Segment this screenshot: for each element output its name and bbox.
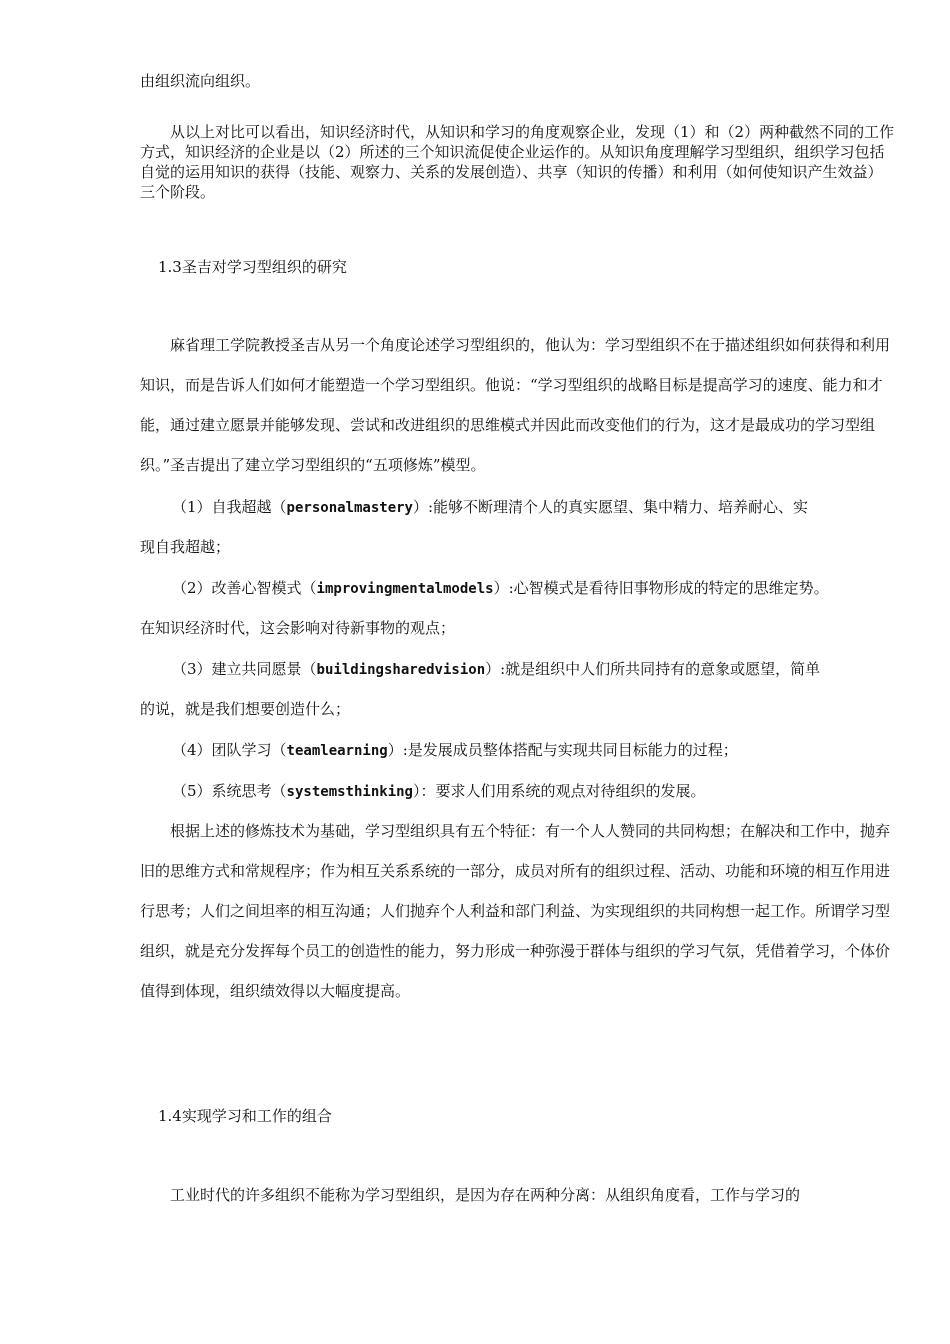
list-item-2-continuation: 在知识经济时代，这会影响对待新事物的观点； — [140, 619, 456, 637]
list-item-term: improvingmentalmodels — [316, 581, 494, 597]
list-item-prefix: （4）团队学习（ — [172, 741, 287, 759]
paragraph-comparison: 从以上对比可以看出，知识经济时代，从知识和学习的角度观察企业，发现（1）和（2）两种截然不同的工作方式，知识经济的企业是以（2）所述的三个知识流促使企业运作的。从知识角度理解学习型组织，组织学习包括自觉的运用知识的获得（技能、观察力、关系的发展创造）、共享（知识的传播）和利用（如何使知识产生效益）三个阶段。 — [140, 123, 895, 201]
list-item-prefix: （1）自我超越（ — [172, 498, 287, 516]
list-item-prefix: （2）改善心智模式（ — [172, 579, 317, 597]
list-item-4 — [172, 730, 738, 771]
list-item-term: teamlearning — [286, 743, 388, 759]
list-item-5 — [172, 771, 706, 812]
list-item-term: systemsthinking — [286, 784, 413, 800]
list-item-prefix: （3）建立共同愿景（ — [172, 660, 317, 678]
list-item-suffix: ）:能够不断理清个人的真实愿望、集中精力、培养耐心、实 — [412, 498, 809, 516]
list-item-suffix: ）:心智模式是看待旧事物形成的特定的思维定势。 — [493, 579, 829, 597]
list-item-suffix: ）:就是组织中人们所共同持有的意象或愿望，简单 — [485, 660, 821, 678]
section-heading-1-4: 1.4实现学习和工作的组合 — [158, 1107, 332, 1125]
list-item-3-continuation: 的说，就是我们想要创造什么； — [140, 700, 351, 718]
paragraph-top: 由组织流向组织。 — [140, 72, 261, 90]
paragraph-features: 根据上述的修炼技术为基础，学习型组织具有五个特征：有一个人人赞同的共同构想；在解决和工作中，抛弃旧的思维方式和常规程序；作为相互关系系统的一部分，成员对所有的组织过程、活动、功能和环境的相互作用进行思考；人们之间坦率的相互沟通；人们抛弃个人利益和部门利益、为实现组织的共同构想一起工作。所谓学习型组织，就是充分发挥每个员工的创造性的能力，努力形成一种弥漫于群体与组织的学习气氛，凭借着学习，个体价值得到体现，组织绩效得以大幅度提高。 — [140, 822, 891, 1000]
paragraph-industrial: 工业时代的许多组织不能称为学习型组织，是因为存在两种分离：从组织角度看，工作与学习的 — [170, 1186, 801, 1204]
list-item-suffix: ）:是发展成员整体搭配与实现共同目标能力的过程； — [387, 741, 738, 759]
list-item-term: buildingsharedvision — [316, 662, 486, 678]
list-item-term: personalmastery — [286, 500, 413, 516]
list-item-1 — [172, 487, 808, 528]
section-heading-1-3: 1.3圣吉对学习型组织的研究 — [158, 258, 347, 276]
list-item-3 — [172, 649, 820, 690]
list-item-prefix: （5）系统思考（ — [172, 782, 287, 800]
list-item-2 — [172, 568, 829, 609]
paragraph-senge: 麻省理工学院教授圣吉从另一个角度论述学习型组织的，他认为：学习型组织不在于描述组织如何获得和利用知识，而是告诉人们如何才能塑造一个学习型组织。他说：“学习型组织的战略目标是提高学习的速度、能力和才能，通过建立愿景并能够发现、尝试和改进组织的思维模式并因此而改变他们的行为，这才是最成功的学习型组织。”圣吉提出了建立学习型组织的“五项修炼”模型。 — [140, 336, 891, 474]
list-item-1-continuation: 现自我超越； — [140, 538, 231, 556]
list-item-suffix: ）：要求人们用系统的观点对待组织的发展。 — [412, 782, 706, 800]
